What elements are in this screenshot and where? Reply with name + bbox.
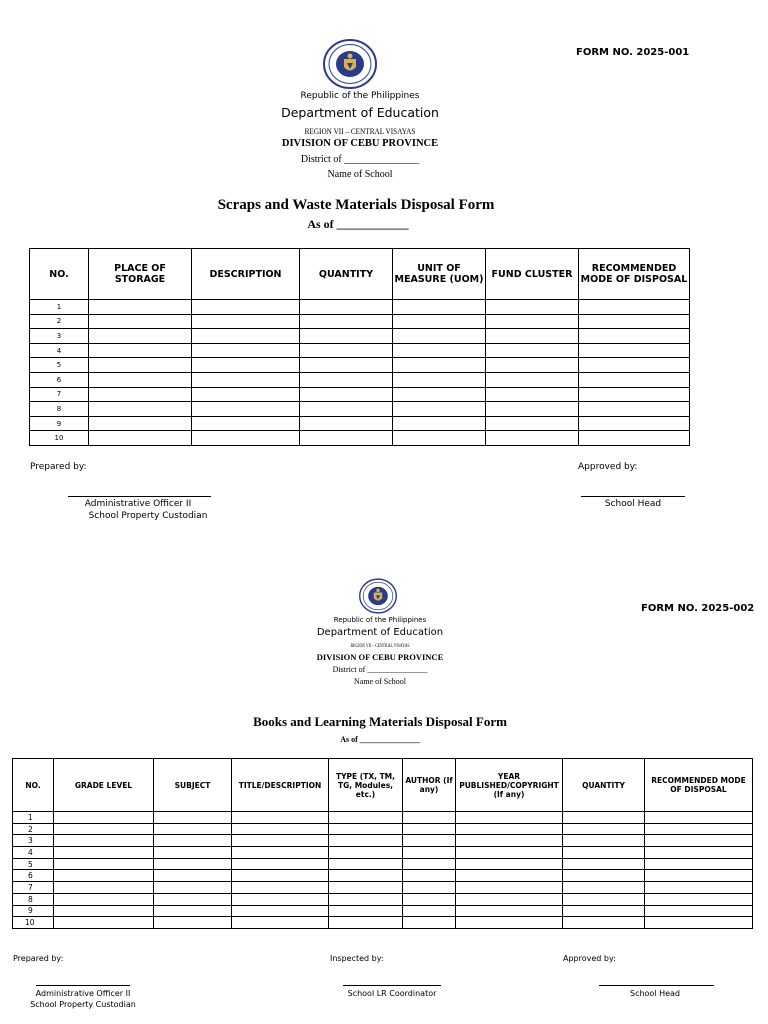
form1-department: Department of Education: [281, 105, 439, 120]
table-cell[interactable]: [232, 823, 329, 835]
table-cell[interactable]: [403, 893, 456, 905]
form2-title: Books and Learning Materials Disposal Form: [253, 714, 507, 729]
table-cell[interactable]: [329, 893, 403, 905]
form1-number: FORM NO. 2025-001: [576, 47, 690, 58]
table-cell[interactable]: [232, 812, 329, 824]
table-cell[interactable]: [154, 823, 232, 835]
form1-col-place: PLACE OF STORAGE: [89, 249, 192, 300]
form2-republic: Republic of the Philippines: [333, 616, 427, 624]
row-number: 9: [30, 416, 89, 431]
table-cell[interactable]: [54, 893, 154, 905]
table-cell[interactable]: [393, 343, 486, 358]
table-cell[interactable]: [393, 358, 486, 373]
table-cell[interactable]: [300, 372, 393, 387]
table-cell[interactable]: [403, 917, 456, 929]
table-cell[interactable]: [486, 329, 579, 344]
table-cell[interactable]: [486, 416, 579, 431]
table-cell[interactable]: [54, 847, 154, 859]
form2-inspected-role: School LR Coordinator: [347, 989, 437, 998]
table-cell[interactable]: [645, 905, 753, 917]
form1-col-quantity: QUANTITY: [300, 249, 393, 300]
table-cell[interactable]: [486, 314, 579, 329]
table-cell[interactable]: [645, 847, 753, 859]
table-cell[interactable]: [54, 905, 154, 917]
table-cell[interactable]: [232, 858, 329, 870]
table-cell[interactable]: [300, 300, 393, 315]
table-cell[interactable]: [579, 300, 690, 315]
form2-as-of: As of _______________: [340, 735, 420, 744]
row-number: 10: [30, 431, 89, 446]
form2-department: Department of Education: [316, 627, 444, 638]
table-cell[interactable]: [579, 431, 690, 446]
table-cell[interactable]: [154, 882, 232, 894]
table-cell[interactable]: [579, 314, 690, 329]
table-cell[interactable]: [579, 329, 690, 344]
table-cell[interactable]: [232, 835, 329, 847]
table-cell[interactable]: [89, 343, 192, 358]
table-cell[interactable]: [192, 416, 300, 431]
table-cell[interactable]: [456, 858, 563, 870]
form2-header-row: [13, 759, 753, 812]
table-cell[interactable]: [300, 343, 393, 358]
form2-prepared-by: Prepared by:: [13, 954, 64, 963]
table-cell[interactable]: [154, 812, 232, 824]
table-cell[interactable]: [329, 870, 403, 882]
table-cell[interactable]: [300, 329, 393, 344]
table-cell[interactable]: [393, 402, 486, 417]
row-number: 6: [13, 870, 54, 882]
form2-approved-signature-line: [599, 985, 714, 986]
row-number: 5: [30, 358, 89, 373]
row-number: 3: [13, 835, 54, 847]
table-cell[interactable]: [486, 358, 579, 373]
table-cell[interactable]: [89, 416, 192, 431]
table-cell[interactable]: [563, 858, 645, 870]
table-cell[interactable]: [563, 847, 645, 859]
table-cell[interactable]: [192, 329, 300, 344]
form1-col-mode: RECOMMENDED MODE OF DISPOSAL: [579, 249, 690, 300]
table-cell[interactable]: [645, 870, 753, 882]
form2-approved-role: School Head: [629, 989, 681, 998]
form1-table: [29, 248, 690, 446]
table-cell[interactable]: [645, 858, 753, 870]
table-cell[interactable]: [456, 893, 563, 905]
table-row: [13, 858, 753, 870]
form2-inspected-by: Inspected by:: [330, 954, 384, 963]
table-cell[interactable]: [192, 387, 300, 402]
table-cell[interactable]: [89, 372, 192, 387]
table-cell[interactable]: [645, 823, 753, 835]
row-number: 4: [13, 847, 54, 859]
form1-title: Scraps and Waste Materials Disposal Form: [217, 197, 495, 213]
table-cell[interactable]: [192, 372, 300, 387]
form1-col-no: NO.: [30, 249, 89, 300]
table-cell[interactable]: [645, 812, 753, 824]
form1-prepared-role1: Administrative Officer II: [84, 499, 192, 509]
table-cell[interactable]: [563, 905, 645, 917]
form2-col-mode: RECOMMENDED MODE OF DISPOSAL: [645, 759, 753, 812]
table-cell[interactable]: [232, 882, 329, 894]
row-number: 10: [13, 917, 54, 929]
form1-district: District of _______________: [300, 154, 420, 165]
table-row: [13, 893, 753, 905]
table-cell[interactable]: [232, 905, 329, 917]
table-cell[interactable]: [232, 893, 329, 905]
form1-school: Name of School: [327, 169, 393, 180]
table-cell[interactable]: [403, 823, 456, 835]
table-cell[interactable]: [54, 835, 154, 847]
table-cell[interactable]: [486, 343, 579, 358]
table-cell[interactable]: [192, 343, 300, 358]
form2-col-title: TITLE/DESCRIPTION: [232, 759, 329, 812]
table-cell[interactable]: [486, 372, 579, 387]
table-cell[interactable]: [329, 858, 403, 870]
table-cell[interactable]: [54, 917, 154, 929]
form1-prepared-signature-line: [68, 496, 211, 497]
table-cell[interactable]: [456, 823, 563, 835]
row-number: 7: [30, 387, 89, 402]
table-cell[interactable]: [54, 823, 154, 835]
table-cell[interactable]: [232, 870, 329, 882]
table-cell[interactable]: [89, 402, 192, 417]
table-cell[interactable]: [300, 387, 393, 402]
form1-approved-signature-line: [581, 496, 685, 497]
table-row: [30, 402, 690, 417]
row-number: 2: [13, 823, 54, 835]
table-row: [30, 431, 690, 446]
form2-col-no: NO.: [13, 759, 54, 812]
table-cell[interactable]: [403, 882, 456, 894]
table-cell[interactable]: [393, 329, 486, 344]
table-cell[interactable]: [403, 835, 456, 847]
table-cell[interactable]: [393, 372, 486, 387]
table-row: [30, 372, 690, 387]
table-row: [13, 905, 753, 917]
row-number: 1: [13, 812, 54, 824]
table-row: [13, 870, 753, 882]
form2-col-type: TYPE (TX, TM, TG, Modules, etc.): [329, 759, 403, 812]
row-number: 7: [13, 882, 54, 894]
table-cell[interactable]: [192, 300, 300, 315]
row-number: 5: [13, 858, 54, 870]
table-cell[interactable]: [154, 905, 232, 917]
form2-col-grade: GRADE LEVEL: [54, 759, 154, 812]
table-cell[interactable]: [89, 329, 192, 344]
table-cell[interactable]: [486, 300, 579, 315]
table-cell[interactable]: [579, 416, 690, 431]
table-cell[interactable]: [393, 300, 486, 315]
table-cell[interactable]: [486, 402, 579, 417]
form2-district: District of _______________: [332, 665, 428, 674]
table-cell[interactable]: [456, 812, 563, 824]
table-row: [30, 329, 690, 344]
form1-col-uom: UNIT OF MEASURE (UOM): [393, 249, 486, 300]
form2-col-subject: SUBJECT: [154, 759, 232, 812]
table-cell[interactable]: [192, 402, 300, 417]
table-cell[interactable]: [486, 387, 579, 402]
form2-col-quantity: QUANTITY: [563, 759, 645, 812]
row-number: 1: [30, 300, 89, 315]
table-cell[interactable]: [300, 358, 393, 373]
table-row: [13, 917, 753, 929]
table-cell[interactable]: [54, 812, 154, 824]
form2-region: REGION VII – CENTRAL VISAYAS: [350, 643, 410, 649]
form1-prepared-by: Prepared by:: [30, 462, 87, 472]
form1-col-description: DESCRIPTION: [192, 249, 300, 300]
table-cell[interactable]: [403, 847, 456, 859]
form1-region: REGION VII – CENTRAL VISAYAS: [304, 126, 416, 136]
deped-seal-icon: [359, 578, 397, 614]
table-cell[interactable]: [456, 847, 563, 859]
form2-school: Name of School: [354, 677, 406, 686]
table-cell[interactable]: [563, 870, 645, 882]
row-number: 6: [30, 372, 89, 387]
row-number: 8: [13, 893, 54, 905]
form2-division: DIVISION OF CEBU PROVINCE: [316, 652, 444, 662]
table-cell[interactable]: [154, 870, 232, 882]
table-cell[interactable]: [329, 905, 403, 917]
table-cell[interactable]: [393, 314, 486, 329]
form2-col-author: AUTHOR (If any): [403, 759, 456, 812]
table-row: [13, 847, 753, 859]
table-cell[interactable]: [89, 358, 192, 373]
table-cell[interactable]: [563, 823, 645, 835]
table-row: [13, 835, 753, 847]
row-number: 9: [13, 905, 54, 917]
form2-prepared-signature-line: [36, 985, 130, 986]
table-row: [13, 812, 753, 824]
row-number: 4: [30, 343, 89, 358]
table-cell[interactable]: [89, 300, 192, 315]
form2-col-year: YEAR PUBLISHED/COPYRIGHT (If any): [456, 759, 563, 812]
table-cell[interactable]: [456, 882, 563, 894]
form1-approved-by: Approved by:: [578, 462, 638, 472]
table-cell[interactable]: [563, 882, 645, 894]
table-row: [30, 416, 690, 431]
table-row: [30, 358, 690, 373]
form2-prepared-role1: Administrative Officer II: [35, 989, 131, 998]
table-cell[interactable]: [579, 387, 690, 402]
table-cell[interactable]: [89, 431, 192, 446]
table-cell[interactable]: [579, 372, 690, 387]
table-cell[interactable]: [393, 387, 486, 402]
table-cell[interactable]: [329, 823, 403, 835]
table-cell[interactable]: [54, 870, 154, 882]
table-cell[interactable]: [54, 882, 154, 894]
form2-approved-by: Approved by:: [563, 954, 616, 963]
table-cell[interactable]: [563, 917, 645, 929]
form1-as-of: As of ____________: [307, 217, 409, 231]
row-number: 3: [30, 329, 89, 344]
table-cell[interactable]: [154, 847, 232, 859]
table-cell[interactable]: [403, 870, 456, 882]
table-cell[interactable]: [154, 893, 232, 905]
table-cell[interactable]: [192, 314, 300, 329]
table-cell[interactable]: [579, 402, 690, 417]
form2-table: [12, 758, 753, 929]
form1-col-fund: FUND CLUSTER: [486, 249, 579, 300]
row-number: 2: [30, 314, 89, 329]
table-cell[interactable]: [232, 917, 329, 929]
table-cell[interactable]: [154, 858, 232, 870]
table-cell[interactable]: [154, 917, 232, 929]
table-cell[interactable]: [54, 858, 154, 870]
table-row: [30, 314, 690, 329]
table-cell[interactable]: [486, 431, 579, 446]
form2-prepared-role2: School Property Custodian: [30, 1000, 136, 1009]
table-cell[interactable]: [300, 314, 393, 329]
table-cell[interactable]: [579, 343, 690, 358]
table-cell[interactable]: [645, 917, 753, 929]
table-cell[interactable]: [393, 431, 486, 446]
table-row: [30, 343, 690, 358]
table-cell[interactable]: [403, 858, 456, 870]
table-row: [13, 882, 753, 894]
table-cell[interactable]: [300, 416, 393, 431]
table-cell[interactable]: [329, 835, 403, 847]
table-cell[interactable]: [456, 905, 563, 917]
table-cell[interactable]: [403, 812, 456, 824]
table-cell[interactable]: [300, 402, 393, 417]
table-cell[interactable]: [403, 905, 456, 917]
form1-approved-role: School Head: [604, 499, 662, 509]
table-cell[interactable]: [456, 870, 563, 882]
table-cell[interactable]: [456, 917, 563, 929]
table-cell[interactable]: [645, 893, 753, 905]
table-cell[interactable]: [563, 893, 645, 905]
table-row: [13, 823, 753, 835]
form1-prepared-role2: School Property Custodian: [88, 511, 208, 521]
table-cell[interactable]: [579, 358, 690, 373]
form1-header-row: [30, 249, 690, 300]
form1-division: DIVISION OF CEBU PROVINCE: [281, 138, 439, 149]
row-number: 8: [30, 402, 89, 417]
deped-seal-icon: [323, 39, 377, 89]
table-cell[interactable]: [329, 812, 403, 824]
table-cell[interactable]: [329, 882, 403, 894]
table-cell[interactable]: [89, 387, 192, 402]
table-cell[interactable]: [645, 882, 753, 894]
table-cell[interactable]: [192, 358, 300, 373]
table-cell[interactable]: [329, 917, 403, 929]
table-cell[interactable]: [192, 431, 300, 446]
table-row: [30, 387, 690, 402]
table-cell[interactable]: [89, 314, 192, 329]
table-cell[interactable]: [645, 835, 753, 847]
table-cell[interactable]: [154, 835, 232, 847]
table-cell[interactable]: [563, 835, 645, 847]
form2-number: FORM NO. 2025-002: [641, 603, 755, 614]
table-cell[interactable]: [329, 847, 403, 859]
table-cell[interactable]: [232, 847, 329, 859]
form1-republic: Republic of the Philippines: [300, 91, 420, 101]
form2-inspected-signature-line: [343, 985, 441, 986]
table-cell[interactable]: [456, 835, 563, 847]
table-row: [30, 300, 690, 315]
table-cell[interactable]: [393, 416, 486, 431]
table-cell[interactable]: [300, 431, 393, 446]
table-cell[interactable]: [563, 812, 645, 824]
